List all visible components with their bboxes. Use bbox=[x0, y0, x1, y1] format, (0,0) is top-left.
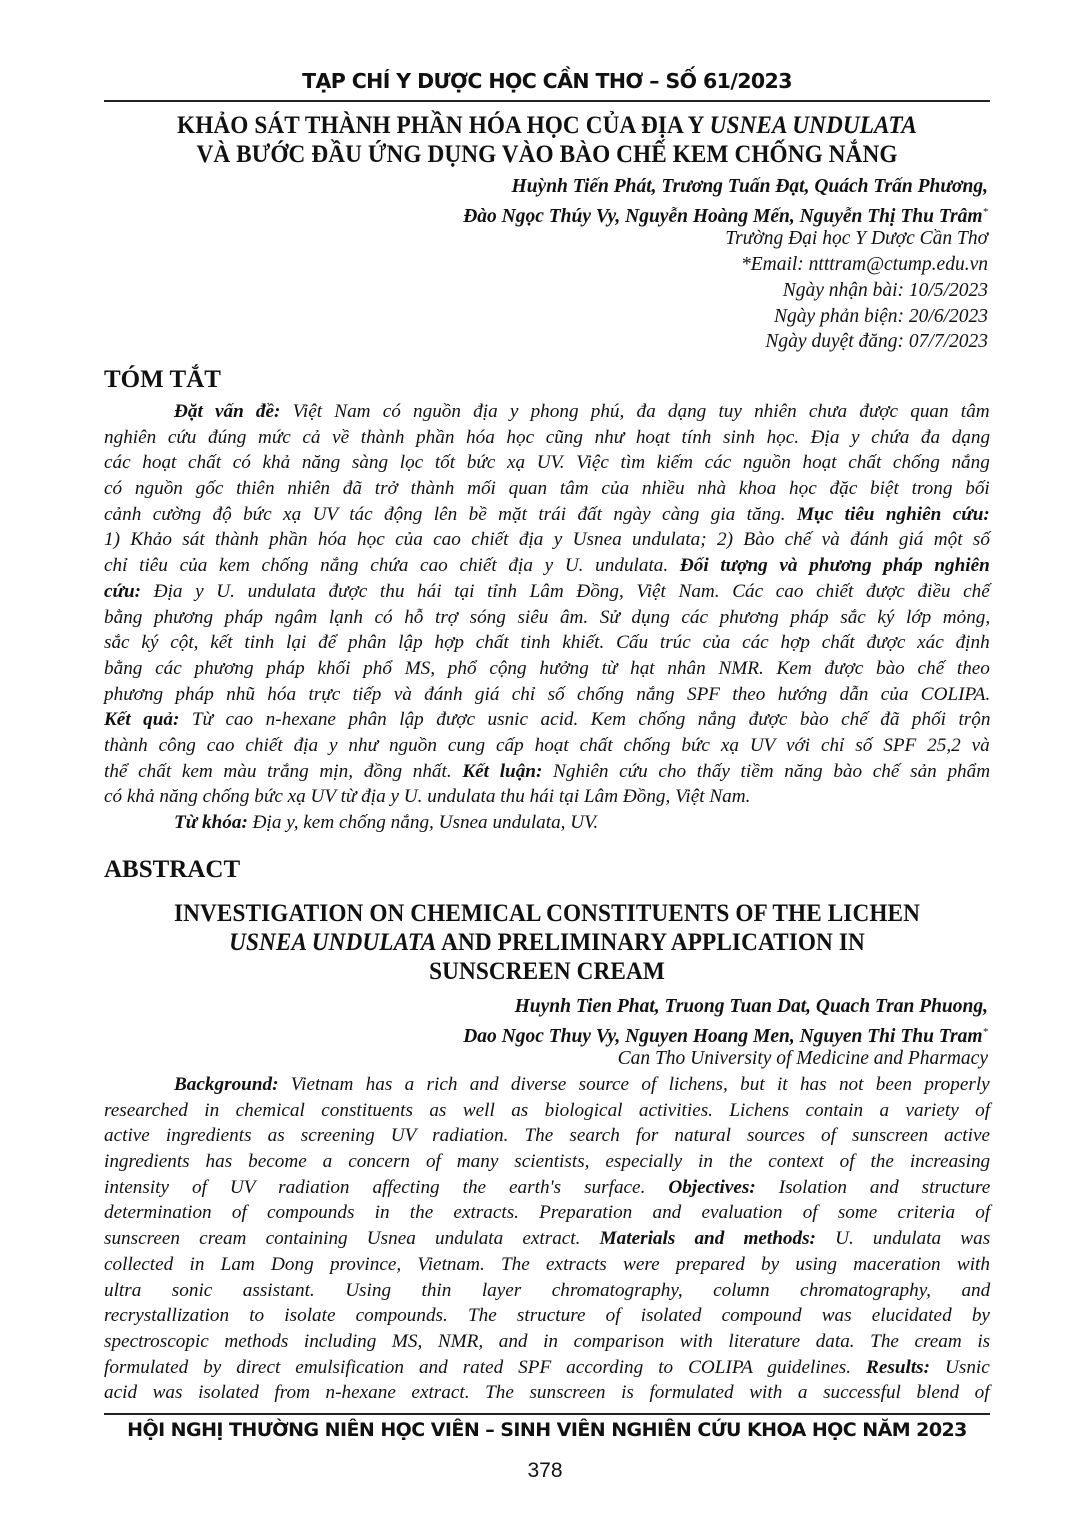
en-title-line-3: SUNSCREEN CREAM bbox=[429, 958, 665, 985]
text-run: ingredients has become a concern of many scientists, especially in the context of the increasing bbox=[104, 1151, 991, 1173]
text-run: Isolation and structure bbox=[755, 1176, 991, 1198]
text-run: U. undulata was bbox=[815, 1228, 991, 1250]
text-line bbox=[104, 682, 990, 708]
vn-title bbox=[135, 111, 959, 169]
text-line bbox=[104, 1329, 990, 1355]
run-in-heading: Đối tượng và phương pháp nghiên bbox=[679, 555, 990, 577]
run-in-heading: Materials and methods: bbox=[599, 1228, 816, 1250]
corresponding-mark: * bbox=[982, 206, 988, 218]
text-run: thể chất kem màu trắng mịn, đồng nhất. bbox=[104, 760, 463, 782]
en-affiliation: Can Tho University of Medicine and Pharmacy bbox=[617, 1048, 988, 1069]
vn-abstract-body bbox=[104, 399, 990, 810]
text-run: 1) Khảo sát thành phần hóa học của cao chiết địa y Usnea undulata; 2) Bào chế và đánh giá một số bbox=[104, 529, 990, 551]
text-run: collected in Lam Dong province, Vietnam. The extracts were prepared by using maceration with bbox=[104, 1253, 990, 1275]
vn-title-line-1: KHẢO SÁT THÀNH PHẦN HÓA HỌC CỦA ĐỊA Y USNEA UNDULATA bbox=[177, 112, 917, 139]
text-line bbox=[104, 476, 990, 502]
keywords-label: Từ khóa: bbox=[174, 812, 248, 833]
text-run: sunscreen cream containing Usnea undulata extract. bbox=[104, 1228, 600, 1250]
email: *Email: ntttram@ctump.edu.vn bbox=[740, 254, 988, 275]
run-in-heading: Mục tiêu nghiên cứu: bbox=[796, 503, 990, 525]
text-line bbox=[104, 605, 990, 631]
text-line bbox=[104, 425, 990, 451]
text-run: thành công cao chiết địa y như nguồn cung cấp hoạt chất chống bức xạ UV với chỉ số SPF 25,2 và bbox=[104, 734, 990, 756]
page-number: 378 bbox=[527, 1459, 563, 1482]
run-in-heading: Kết luận: bbox=[462, 760, 543, 782]
text-run: Từ cao n-hexane phân lập được usnic acid. Kem chống nắng được bào chế đã phối trộn bbox=[179, 709, 991, 731]
text-line bbox=[104, 502, 990, 528]
en-title-species: USNEA UNDULATA bbox=[229, 929, 437, 956]
date-reviewed: Ngày phản biện: 20/6/2023 bbox=[774, 306, 988, 327]
text-run: spectroscopic methods including MS, NMR, and in comparison with literature data. The cream is bbox=[104, 1330, 991, 1352]
en-authors-line-1: Huynh Tien Phat, Truong Tuan Dat, Quach Tran Phuong, bbox=[514, 996, 988, 1017]
en-corresponding-mark: * bbox=[982, 1026, 988, 1038]
text-line bbox=[104, 1380, 990, 1406]
text-run: active ingredients as screening UV radiation. The search for natural sources of sunscreen active bbox=[104, 1125, 990, 1147]
text-line bbox=[104, 1123, 990, 1149]
header-rule bbox=[104, 100, 990, 102]
conference-footer: HỘI NGHỊ THƯỜNG NIÊN HỌC VIÊN – SINH VIÊN NGHIÊN CỨU KHOA HỌC NĂM 2023 bbox=[127, 1419, 967, 1441]
vn-authors-line-2: Đào Ngọc Thúy Vy, Nguyễn Hoàng Mến, Nguyễn Thị Thu Trâm* bbox=[463, 206, 988, 227]
en-authors-line-2: Dao Ngoc Thuy Vy, Nguyen Hoang Men, Nguyen Thi Thu Tram* bbox=[463, 1026, 988, 1047]
run-in-heading: cứu: bbox=[104, 580, 142, 602]
text-line bbox=[104, 759, 990, 785]
text-run: các hoạt chất có khả năng sàng lọc tốt bức xạ UV. Việc tìm kiếm các nguồn hoạt chất chống nắng bbox=[104, 452, 990, 474]
text-run: intensity of UV radiation affecting the earth's surface. bbox=[104, 1176, 669, 1198]
text-line bbox=[104, 630, 990, 656]
text-line bbox=[104, 579, 990, 605]
text-line bbox=[104, 553, 990, 579]
date-received: Ngày nhận bài: 10/5/2023 bbox=[782, 280, 988, 301]
date-accepted: Ngày duyệt đăng: 07/7/2023 bbox=[765, 331, 988, 352]
vn-abstract-heading: TÓM TẮT bbox=[104, 366, 221, 393]
text-run: Nghiên cứu cho thấy tiềm năng bào chế sản phẩm bbox=[542, 760, 991, 782]
text-run: chỉ tiêu của kem chống nắng chứa cao chiết địa y U. undulata. bbox=[104, 555, 680, 577]
vn-title-line-2: VÀ BƯỚC ĐẦU ỨNG DỤNG VÀO BÀO CHẾ KEM CHỐNG NẮNG bbox=[196, 141, 898, 168]
text-line bbox=[104, 1098, 990, 1124]
run-in-heading: Kết quả: bbox=[104, 709, 180, 731]
text-line bbox=[104, 707, 990, 733]
text-run: có khả năng chống bức xạ UV từ địa y U. undulata thu hái tại Lâm Đồng, Việt Nam. bbox=[104, 786, 751, 808]
en-title-line-2: USNEA UNDULATA AND PRELIMINARY APPLICATION IN bbox=[229, 929, 865, 956]
en-title-line-1: INVESTIGATION ON CHEMICAL CONSTITUENTS OF THE LICHEN bbox=[173, 900, 920, 927]
text-line bbox=[104, 784, 990, 810]
text-line bbox=[104, 1278, 990, 1304]
text-run: bằng các phương pháp khối phổ MS, phổ cộng hưởng từ hạt nhân NMR. Kem được bào chế theo bbox=[104, 657, 990, 679]
en-abstract-body bbox=[104, 1072, 990, 1406]
en-abstract-heading: ABSTRACT bbox=[104, 856, 241, 883]
vn-title-species: USNEA UNDULATA bbox=[709, 112, 917, 139]
text-run: acid was isolated from n-hexane extract. The sunscreen is formulated with a successful blend of bbox=[104, 1382, 990, 1404]
text-run: nghiên cứu đúng mức cả về thành phần hóa học cũng như hoạt tính sinh học. Địa y chứa đa dạng bbox=[104, 426, 991, 448]
text-line bbox=[104, 1072, 990, 1098]
text-line bbox=[104, 1149, 990, 1175]
text-run: Vietnam has a rich and diverse source of lichens, but it has not been properly bbox=[278, 1074, 990, 1095]
text-line bbox=[104, 1303, 990, 1329]
vn-authors-line-1: Huỳnh Tiến Phát, Trương Tuấn Đạt, Quách Trấn Phương, bbox=[511, 176, 988, 197]
text-line bbox=[104, 527, 990, 553]
text-run: có nguồn gốc thiên nhiên đã trở thành mối quan tâm của nhiều nhà khoa học đặc biệt trong bối bbox=[104, 478, 990, 500]
text-run: Địa y U. undulata được thu hái tại tỉnh Lâm Đồng, Việt Nam. Các cao chiết được điều chế bbox=[141, 580, 990, 602]
footer-rule bbox=[104, 1413, 990, 1415]
run-in-heading: Đặt vấn đề: bbox=[174, 401, 281, 422]
text-run: sắc ký cột, kết tinh lại để phân lập hợp chất tinh khiết. Cấu trúc của các hợp chất được xác định bbox=[104, 632, 990, 654]
text-line bbox=[104, 1175, 990, 1201]
text-line bbox=[104, 1200, 990, 1226]
text-run: ultra sonic assistant. Using thin layer chromatography, column chromatography, and bbox=[104, 1279, 991, 1301]
text-line bbox=[104, 1355, 990, 1381]
text-run: Việt Nam có nguồn địa y phong phú, đa dạng tuy nhiên chưa được quan tâm bbox=[280, 401, 990, 422]
run-in-heading: Objectives: bbox=[668, 1176, 756, 1198]
text-run: formulated by direct emulsification and rated SPF according to COLIPA guidelines. bbox=[104, 1356, 867, 1378]
text-run: cảnh cường độ bức xạ UV tác động lên bề mặt trái đất ngày càng gia tăng. bbox=[104, 503, 797, 525]
text-run: researched in chemical constituents as well as biological activities. Lichens contain a variety of bbox=[104, 1099, 991, 1121]
text-line bbox=[104, 733, 990, 759]
text-line bbox=[104, 656, 990, 682]
text-line bbox=[104, 399, 990, 425]
text-run: recrystallization to isolate compounds. The structure of isolated compound was elucidated by bbox=[104, 1305, 990, 1327]
text-line bbox=[104, 450, 990, 476]
text-run: bằng phương pháp ngâm lạnh có hỗ trợ sóng siêu âm. Sử dụng các phương pháp sắc ký lớp mỏng, bbox=[104, 606, 991, 628]
run-in-heading: Background: bbox=[174, 1074, 279, 1095]
keywords-text: Địa y, kem chống nắng, Usnea undulata, UV. bbox=[247, 812, 599, 833]
text-run: phương pháp nhũ hóa trực tiếp và đánh giá chỉ số chống nắng SPF theo hướng dẫn của COLIPA. bbox=[104, 683, 991, 705]
text-run: determination of compounds in the extracts. Preparation and evaluation of some criteria of bbox=[104, 1202, 991, 1224]
text-line bbox=[104, 1226, 990, 1252]
en-title bbox=[135, 899, 959, 986]
vn-keywords bbox=[104, 810, 990, 836]
run-in-heading: Results: bbox=[866, 1356, 931, 1378]
text-run: Usnic bbox=[930, 1356, 990, 1378]
journal-header: TẠP CHÍ Y DƯỢC HỌC CẦN THƠ – SỐ 61/2023 bbox=[302, 69, 792, 93]
text-line bbox=[104, 1252, 990, 1278]
vn-affiliation: Trường Đại học Y Dược Cần Thơ bbox=[725, 228, 988, 249]
